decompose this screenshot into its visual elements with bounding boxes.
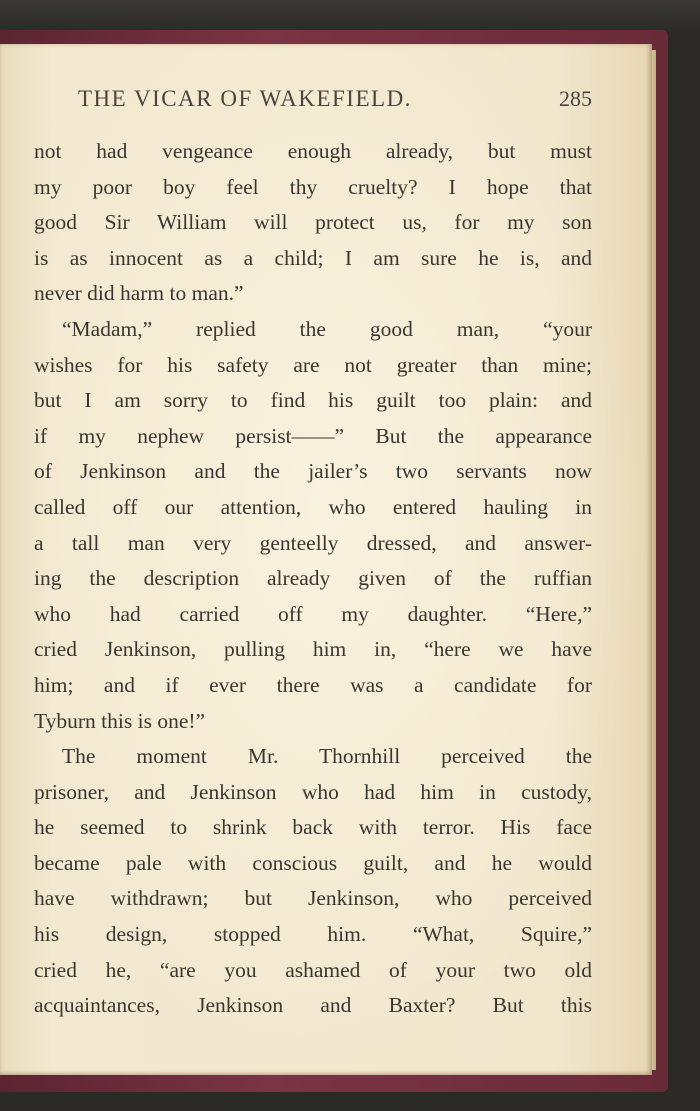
text-line: of Jenkinson and the jailer’s two servants now bbox=[34, 459, 592, 484]
text-line: his design, stopped him. “What, Squire,” bbox=[34, 922, 592, 947]
text-line: he seemed to shrink back with terror. His face bbox=[34, 815, 592, 840]
text-line: have withdrawn; but Jenkinson, who perceived bbox=[34, 886, 592, 911]
text-line: not had vengeance enough already, but must bbox=[34, 139, 592, 163]
running-head bbox=[78, 86, 592, 118]
text-line: good Sir William will protect us, for my son bbox=[34, 210, 592, 235]
text-line: prisoner, and Jenkinson who had him in custody, bbox=[34, 779, 592, 804]
text-line: my poor boy feel thy cruelty? I hope that bbox=[34, 174, 592, 199]
text-line: cried Jenkinson, pulling him in, “here we have bbox=[34, 637, 592, 662]
text-line: ing the description already given of the ruffian bbox=[34, 566, 592, 591]
page-number: 285 bbox=[559, 86, 592, 111]
text-line: a tall man very genteelly dressed, and answer- bbox=[34, 530, 592, 555]
text-line: Tyburn this is one!” bbox=[34, 708, 206, 733]
text-line: but I am sorry to find his guilt too plain: and bbox=[34, 388, 592, 413]
text-line: wishes for his safety are not greater than mine; bbox=[34, 352, 592, 377]
scan-background bbox=[0, 0, 700, 34]
text-line: “Madam,” replied the good man, “your bbox=[62, 316, 592, 341]
text-line: is as innocent as a child; I am sure he is, and bbox=[34, 245, 592, 270]
body-text bbox=[34, 134, 592, 1024]
text-line: The moment Mr. Thornhill perceived the bbox=[62, 744, 592, 769]
text-line: who had carried off my daughter. “Here,” bbox=[34, 601, 592, 626]
text-line: acquaintances, Jenkinson and Baxter? But this bbox=[34, 993, 592, 1018]
text-line: called off our attention, who entered hauling in bbox=[34, 494, 592, 519]
text-line: became pale with conscious guilt, and he would bbox=[34, 850, 592, 875]
text-line: never did harm to man.” bbox=[34, 281, 244, 306]
running-title: THE VICAR OF WAKEFIELD. bbox=[78, 86, 412, 111]
text-line: if my nephew persist——” But the appearance bbox=[34, 423, 592, 448]
text-line: cried he, “are you ashamed of your two old bbox=[34, 957, 592, 982]
text-line: him; and if ever there was a candidate for bbox=[34, 672, 592, 697]
